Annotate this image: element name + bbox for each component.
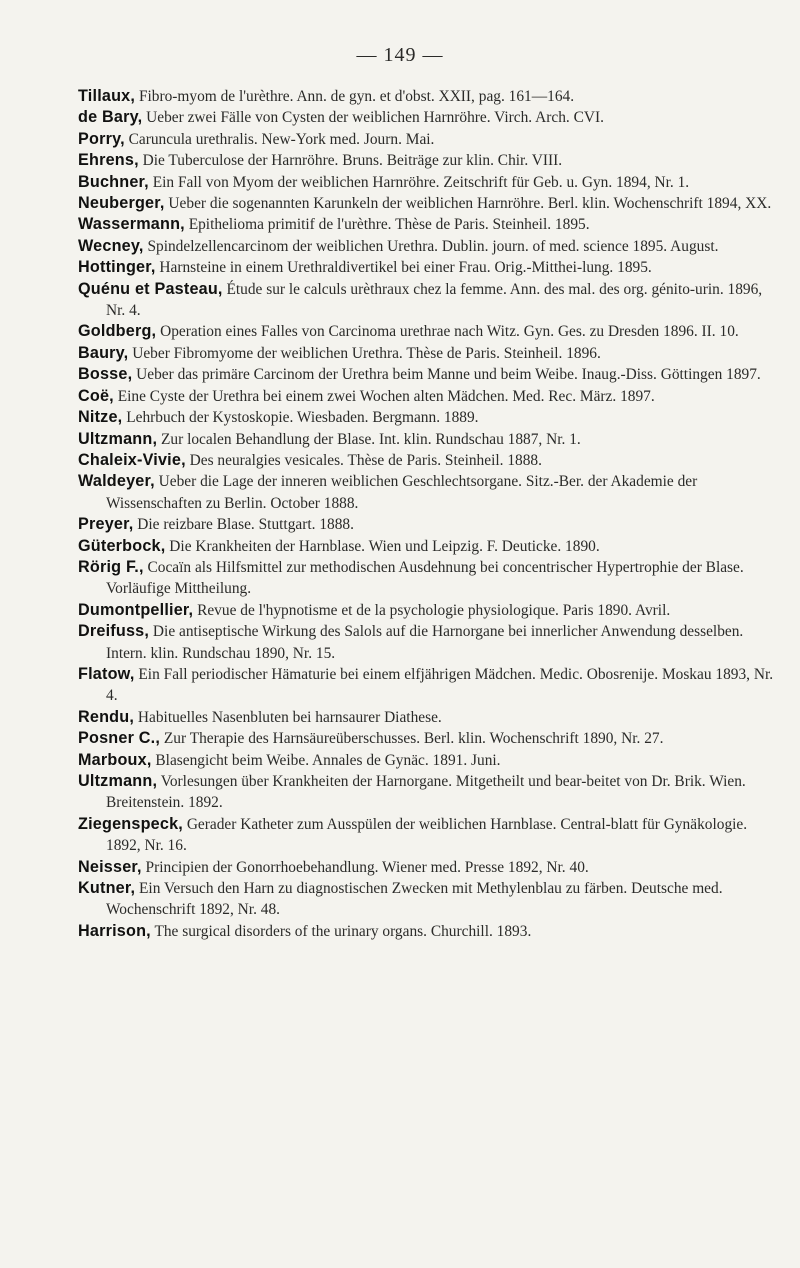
bibliography-entry bbox=[78, 664, 778, 707]
entry-citation: Ueber Fibromyome der weiblichen Urethra. Thèse de Paris. Steinheil. 1896. bbox=[128, 344, 601, 362]
bibliography-entry bbox=[78, 407, 778, 428]
entry-author: Coë, bbox=[78, 386, 114, 405]
entry-citation: Die antiseptische Wirkung des Salols auf die Harnorgane bei innerlicher Anwendung desselben. Intern. klin. Rundschau 1890, Nr. 15. bbox=[106, 623, 744, 662]
bibliography-entry bbox=[78, 321, 778, 342]
bibliography-entry bbox=[78, 257, 778, 278]
bibliography-entry bbox=[78, 600, 778, 621]
entry-citation: Cocaïn als Hilfsmittel zur methodischen Ausdehnung bei concentrischer Hypertrophie der Blase. Vorläufige Mittheilung. bbox=[106, 558, 744, 598]
bibliography-entry bbox=[78, 471, 778, 514]
entry-citation: Zur localen Behandlung der Blase. Int. klin. Rundschau 1887, Nr. 1. bbox=[157, 430, 581, 448]
bibliography-entry bbox=[78, 86, 778, 107]
entry-author: Marboux, bbox=[78, 750, 152, 769]
entry-citation: Operation eines Falles von Carcinoma urethrae nach Witz. Gyn. Ges. zu Dresden 1896. II. 10. bbox=[156, 323, 739, 341]
bibliography-entry bbox=[78, 536, 778, 557]
entry-author: Ehrens, bbox=[78, 151, 139, 170]
entry-citation: Ueber zwei Fälle von Cysten der weiblichen Harnröhre. Virch. Arch. CVI. bbox=[142, 109, 604, 127]
bibliography-entry bbox=[78, 921, 778, 942]
entry-citation: Ein Fall periodischer Hämaturie bei einem elfjährigen Mädchen. Medic. Obosrenije. Moskau 1893, Nr. 4. bbox=[106, 665, 774, 705]
entry-author: Porry, bbox=[78, 129, 125, 148]
bibliography-entry bbox=[78, 193, 778, 214]
entry-citation: Spindelzellencarcinom der weiblichen Urethra. Dublin. journ. of med. science 1895. August. bbox=[143, 237, 719, 255]
entry-citation: Epithelioma primitif de l'urèthre. Thèse de Paris. Steinheil. 1895. bbox=[184, 216, 590, 234]
bibliography-entry bbox=[78, 557, 778, 600]
bibliography-entry bbox=[78, 814, 778, 857]
entry-citation: Ein Versuch den Harn zu diagnostischen Zwecken mit Methylenblau zu färben. Deutsche med. Wochenschrift 1892, Nr. 48. bbox=[106, 880, 723, 919]
bibliography-entry bbox=[78, 728, 778, 749]
entry-author: Chaleix-Vivie, bbox=[78, 450, 186, 469]
bibliography-entry bbox=[78, 386, 778, 407]
bibliography-entry bbox=[78, 771, 778, 814]
entry-citation: Principien der Gonorrhoebehandlung. Wiener med. Presse 1892, Nr. 40. bbox=[141, 858, 589, 876]
entry-author: Ultzmann, bbox=[78, 772, 158, 790]
entry-author: Güterbock, bbox=[78, 536, 166, 555]
entry-citation: Zur Therapie des Harnsäureüberschusses. Berl. klin. Wochenschrift 1890, Nr. 27. bbox=[160, 730, 664, 748]
entry-citation: Ueber die Lage der inneren weiblichen Geschlechtsorgane. Sitz.-Ber. der Akademie der Wissenschaften zu Berlin. October 1888. bbox=[106, 473, 698, 512]
entry-citation: Ueber die sogenannten Karunkeln der weiblichen Harnröhre. Berl. klin. Wochenschrift 1894, XX. bbox=[164, 195, 772, 213]
bibliography-entry bbox=[78, 343, 778, 364]
entry-citation: Die Tuberculose der Harnröhre. Bruns. Beiträge zur klin. Chir. VIII. bbox=[138, 152, 563, 170]
bibliography-entry bbox=[78, 236, 778, 257]
bibliography-entry bbox=[78, 364, 778, 385]
entry-author: Wecney, bbox=[78, 236, 144, 255]
entry-citation: Die Krankheiten der Harnblase. Wien und Leipzig. F. Deuticke. 1890. bbox=[165, 537, 600, 555]
entry-citation: Vorlesungen über Krankheiten der Harnorgane. Mitgetheilt und bear-beitet von Dr. Brik. Wien. Breitenstein. 1892. bbox=[106, 773, 746, 812]
bibliography-entry bbox=[78, 279, 778, 322]
entry-author: Kutner, bbox=[78, 879, 136, 898]
entry-author: Ultzmann, bbox=[78, 429, 158, 448]
bibliography-entry bbox=[78, 214, 778, 235]
bibliography-entry bbox=[78, 172, 778, 193]
entry-citation: Gerader Katheter zum Ausspülen der weiblichen Harnblase. Central-blatt für Gynäkologie. 1892, Nr. 16. bbox=[106, 815, 748, 855]
bibliography-entry bbox=[78, 621, 778, 664]
entry-author: Neuberger, bbox=[78, 194, 165, 213]
entry-author: Dumontpellier, bbox=[78, 600, 194, 619]
bibliography-list bbox=[78, 86, 778, 942]
entry-citation: Lehrbuch der Kystoskopie. Wiesbaden. Bergmann. 1889. bbox=[122, 409, 479, 427]
bibliography-entry bbox=[78, 150, 778, 171]
entry-author: Nitze, bbox=[78, 408, 123, 427]
entry-author: Buchner, bbox=[78, 172, 149, 191]
entry-author: de Bary, bbox=[78, 108, 143, 127]
entry-citation: Habituelles Nasenbluten bei harnsaurer Diathese. bbox=[134, 708, 442, 726]
page-number: — 149 — bbox=[356, 44, 444, 66]
entry-citation: Étude sur le calculs urèthraux chez la femme. Ann. des mal. des org. génito-urin. 1896, Nr. 4. bbox=[106, 280, 763, 320]
entry-author: Flatow, bbox=[78, 664, 135, 683]
entry-citation: Fibro-myom de l'urèthre. Ann. de gyn. et d'obst. XXII, pag. 161—164. bbox=[135, 88, 575, 105]
entry-author: Waldeyer, bbox=[78, 472, 155, 491]
bibliography-entry bbox=[78, 107, 778, 128]
entry-citation: The surgical disorders of the urinary organs. Churchill. 1893. bbox=[150, 922, 532, 940]
entry-citation: Die reizbare Blase. Stuttgart. 1888. bbox=[133, 516, 354, 534]
bibliography-entry bbox=[78, 129, 778, 150]
entry-author: Preyer, bbox=[78, 515, 134, 534]
bibliography-entry bbox=[78, 429, 778, 450]
entry-author: Quénu et Pasteau, bbox=[78, 279, 223, 298]
entry-author: Baury, bbox=[78, 343, 129, 362]
entry-author: Wassermann, bbox=[78, 215, 185, 234]
bibliography-entry bbox=[78, 707, 778, 728]
entry-citation: Revue de l'hypnotisme et de la psychologie physiologique. Paris 1890. Avril. bbox=[193, 601, 671, 619]
entry-author: Harrison, bbox=[78, 921, 151, 940]
entry-author: Posner C., bbox=[78, 729, 161, 748]
entry-citation: Blasengicht beim Weibe. Annales de Gynäc. 1891. Juni. bbox=[151, 751, 501, 769]
entry-author: Tillaux, bbox=[78, 87, 136, 105]
bibliography-entry bbox=[78, 857, 778, 878]
bibliography-entry bbox=[78, 450, 778, 471]
entry-citation: Eine Cyste der Urethra bei einem zwei Wochen alten Mädchen. Med. Rec. März. 1897. bbox=[113, 387, 655, 405]
entry-author: Goldberg, bbox=[78, 322, 157, 341]
entry-citation: Des neuralgies vesicales. Thèse de Paris. Steinheil. 1888. bbox=[185, 451, 542, 469]
bibliography-entry bbox=[78, 514, 778, 535]
entry-author: Rendu, bbox=[78, 707, 135, 726]
entry-author: Dreifuss, bbox=[78, 622, 150, 641]
bibliography-entry bbox=[78, 878, 778, 921]
entry-citation: Caruncula urethralis. New-York med. Journ. Mai. bbox=[124, 130, 435, 148]
entry-citation: Harnsteine in einem Urethraldivertikel bei einer Frau. Orig.-Mitthei-lung. 1895. bbox=[155, 259, 652, 277]
entry-author: Bosse, bbox=[78, 365, 133, 384]
entry-citation: Ueber das primäre Carcinom der Urethra beim Manne und beim Weibe. Inaug.-Diss. Göttingen 1897. bbox=[132, 366, 761, 384]
entry-author: Neisser, bbox=[78, 857, 142, 876]
entry-author: Ziegenspeck, bbox=[78, 814, 183, 833]
entry-citation: Ein Fall von Myom der weiblichen Harnröhre. Zeitschrift für Geb. u. Gyn. 1894, Nr. 1. bbox=[148, 173, 690, 191]
entry-author: Hottinger, bbox=[78, 258, 156, 277]
entry-author: Rörig F., bbox=[78, 557, 144, 576]
bibliography-entry bbox=[78, 750, 778, 771]
